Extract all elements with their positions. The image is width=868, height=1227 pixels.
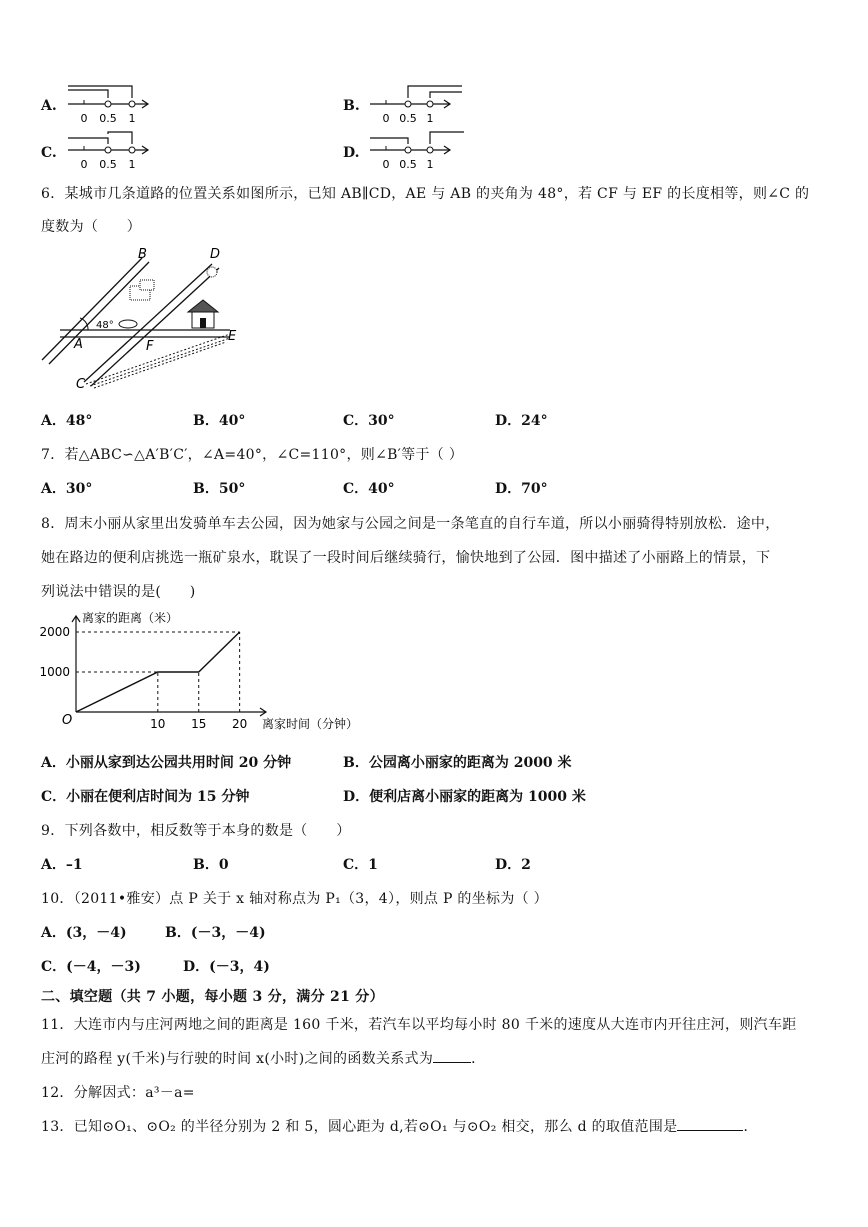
q5-option-c-label: C. [41, 145, 57, 161]
q5-number-line-d [366, 128, 466, 172]
q5-number-line-a [64, 82, 154, 126]
q8-stem-line2: 她在路边的便利店挑选一瓶矿泉水，耽误了一段时间后继续骑行，愉快地到了公园．图中描述了小丽路上的情景，下 [41, 550, 771, 566]
section-2-heading: 二、填空题（共 7 小题，每小题 3 分，满分 21 分） [41, 989, 384, 1005]
point-e-label: E [228, 329, 237, 344]
q5-a-tick-0: 0 [80, 112, 88, 125]
q7-stem: 7．若△ABC∽△A′B′C′，∠A=40°，∠C=110°，则∠B′等于（ ） [41, 447, 464, 463]
q5-c-tick-1: 0.5 [99, 158, 117, 171]
q12-stem [41, 1082, 195, 1102]
q10-option-c[interactable]: C．(－4，－3) [41, 959, 141, 975]
q5-b-tick-2: 1 [426, 112, 434, 125]
q7-option-a[interactable]: A．30° [41, 481, 93, 497]
point-d-label: D [210, 247, 221, 262]
q5-b-tick-1: 0.5 [399, 112, 417, 125]
q5-option-c[interactable] [41, 145, 57, 161]
q8-distance-time-chart [36, 608, 366, 738]
q5-c-tick-0: 0 [80, 158, 88, 171]
q9-option-d[interactable]: D．2 [495, 857, 531, 873]
q6-option-c[interactable]: C．30° [343, 413, 395, 429]
point-f-label: F [146, 339, 154, 354]
q9-stem: 9．下列各数中，相反数等于本身的数是（ ） [41, 823, 351, 839]
q8-stem-line1: 8．周末小丽从家里出发骑单车去公园，因为她家与公园之间是一条笔直的自行车道，所以小丽骑得特别放松．途中， [41, 516, 780, 532]
point-b-label: B [138, 247, 147, 262]
x-tick-1: 15 [191, 717, 207, 731]
q11-line2-text: 庄河的路程 y(千米)与行驶的时间 x(小时)之间的函数关系式为 [41, 1051, 434, 1067]
q10-stem: 10．（2011•雅安）点 P 关于 x 轴对称点为 P₁（3，4），则点 P 的坐标为（ ） [41, 891, 548, 907]
q10-option-a[interactable]: A．(3，－4) [41, 925, 127, 941]
origin-label: O [62, 713, 73, 728]
q7-option-c[interactable]: C．40° [343, 481, 395, 497]
q5-a-tick-2: 1 [128, 112, 136, 125]
q13-text: 13．已知⊙O₁、⊙O₂ 的半径分别为 2 和 5，圆心距为 d,若⊙O₁ 与⊙O₂ 相交，那么 d 的取值范围是 [41, 1119, 678, 1135]
q13-end: ． [743, 1119, 758, 1135]
q10-option-b[interactable]: B．(－3，－4) [165, 925, 266, 941]
y-axis-label: 离家的距离（米） [82, 611, 179, 625]
q5-option-d[interactable] [343, 145, 360, 161]
tree-icon [207, 267, 217, 277]
q6-stem-line2: 度数为（ ） [41, 219, 142, 235]
q5-option-d-label: D. [343, 145, 360, 161]
point-a-label: A [74, 337, 83, 352]
angle-48-label: 48° [96, 320, 114, 331]
q9-option-a[interactable]: A．–1 [41, 857, 83, 873]
q8-option-d[interactable]: D．便利店离小丽家的距离为 1000 米 [343, 789, 586, 805]
q9-option-c[interactable]: C．1 [343, 857, 378, 873]
point-c-label: C [76, 377, 86, 392]
q8-option-b[interactable]: B．公园离小丽家的距离为 2000 米 [343, 755, 572, 771]
q7-option-b[interactable]: B．50° [193, 481, 246, 497]
q11-line2-end: ． [471, 1051, 486, 1067]
q8-stem-line3: 列说法中错误的是( ) [41, 584, 196, 600]
house-icon [188, 300, 218, 328]
q13-stem [41, 1116, 758, 1136]
car-icon [119, 320, 137, 328]
q11-stem-line2 [41, 1048, 485, 1068]
q5-a-tick-1: 0.5 [99, 112, 117, 125]
q5-number-line-c [64, 128, 154, 172]
q5-option-b-label: B. [343, 98, 360, 114]
y-tick-1: 2000 [39, 625, 70, 639]
q8-option-a[interactable]: A．小丽从家到达公园共用时间 20 分钟 [41, 755, 292, 771]
q5-option-a[interactable] [41, 98, 57, 114]
x-tick-2: 20 [231, 717, 248, 731]
q5-option-a-label: A. [41, 98, 57, 114]
q6-option-d[interactable]: D．24° [495, 413, 548, 429]
q6-stem-line1: 6．某城市几条道路的位置关系如图所示，已知 AB∥CD，AE 与 AB 的夹角为 48°，若 CF 与 EF 的长度相等，则∠C 的 [41, 186, 810, 202]
q11-stem-line1: 11．大连市内与庄河两地之间的距离是 160 千米，若汽车以平均每小时 80 千米的速度从大连市内开往庄河，则汽车距 [41, 1017, 797, 1033]
q5-d-tick-0: 0 [382, 158, 390, 171]
q6-option-a[interactable]: A．48° [41, 413, 93, 429]
q7-option-d[interactable]: D．70° [495, 481, 548, 497]
q9-option-b[interactable]: B．0 [193, 857, 229, 873]
q11-answer-blank[interactable] [433, 1050, 471, 1063]
q12-text: 12．分解因式：a³－a= [41, 1085, 195, 1101]
q10-option-d[interactable]: D．(－3，4) [183, 959, 270, 975]
q5-d-tick-1: 0.5 [399, 158, 417, 171]
q5-number-line-b [366, 82, 466, 126]
x-axis-label: 离家时间（分钟） [262, 717, 359, 731]
building-icon [130, 280, 154, 300]
q13-answer-blank[interactable] [677, 1118, 743, 1131]
q5-b-tick-0: 0 [382, 112, 390, 125]
x-tick-0: 10 [150, 717, 166, 731]
q5-d-tick-2: 1 [426, 158, 434, 171]
y-tick-0: 1000 [39, 665, 70, 679]
q6-road-figure [40, 242, 250, 392]
q5-c-tick-2: 1 [128, 158, 136, 171]
q8-option-c[interactable]: C．小丽在便利店时间为 15 分钟 [41, 789, 250, 805]
q5-option-b[interactable] [343, 98, 360, 114]
q6-option-b[interactable]: B．40° [193, 413, 246, 429]
